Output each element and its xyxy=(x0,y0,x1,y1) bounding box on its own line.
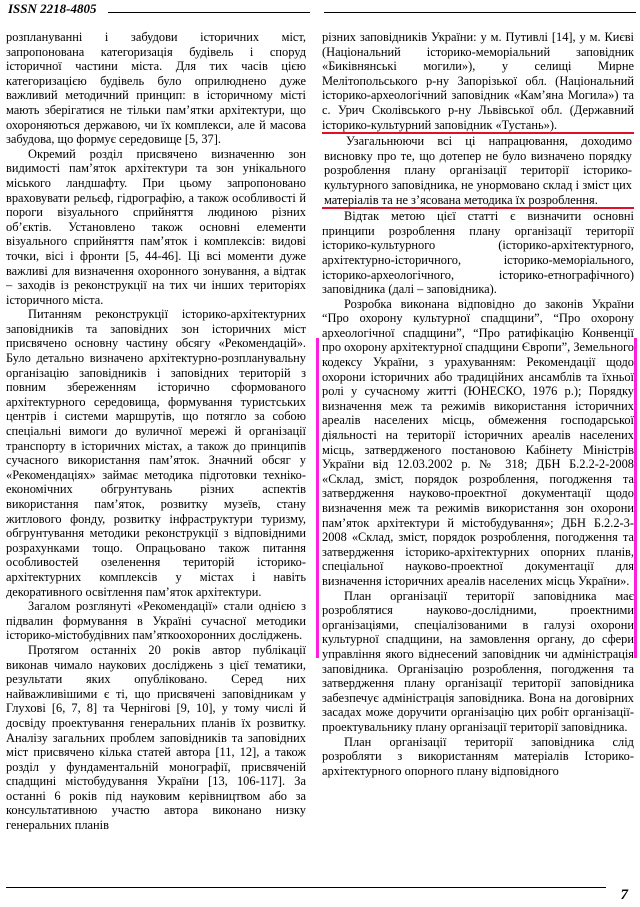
paragraph: Окремий розділ присвячено визначенню зон видимості пам’яток архітектури та зон унікального міського ландшафту. При цьому запропоновано враховувати рельєф, гідрографію, а також особливості й пороги візуального сприйняття людиною різних об’єктів. Установлено також основні елементи візуального сприйняття пам’яток і комплексів: видові точки, вісі і фронти [5, 44-46]. Ці всі моменти дуже важливі для визначення охоронного зонування, а відтак – заходів із реконструкції на тих чи інших територіях історичного міста. xyxy=(6,146,306,307)
page-number: 7 xyxy=(620,887,628,903)
highlight-box xyxy=(322,132,634,209)
left-column xyxy=(6,30,306,887)
header-rule-right xyxy=(324,12,636,13)
header-rule-left xyxy=(108,12,310,13)
margin-mark-right xyxy=(634,338,637,658)
page-header xyxy=(4,0,636,22)
paragraph: розплануванні і забудови історичних міст, запропонована категоризація будівель і споруд історичної частини міста. Для тих часів цією категоризацією будівель було оприлюднено дуже важливий методичний принцип: в історичному місті мають зберігатися не тільки пам’ятки архітектури, що охороняються державою, чи їх комплекси, але й масова забудова, що формує середовище [5, 37]. xyxy=(6,30,306,147)
paragraph: Питанням реконструкції історико-архітектурних заповідників та заповідних зон історичних міст присвячено основну частину обсягу «Рекомендацій». Було детально визначено архітектурно-розпланувальну організацію заповідників і заповідних територій з повним збереженням історично сформованого архітектурного середовища, формування туристських центрів і системи маршрутів, що потягло за собою спеціальні вимоги до вуличної мережі й організації транспорту в історичних містах, а також до принципів сучасного використання пам’яток. Значний обсяг у «Рекомендаціях» займає методика підготовки техніко-економічних обгрунтувань різних аспектів використання пам’яток, розвитку музеїв, стану житлового фонду, розвитку інфраструктури туризму, обгрунтування методики реконструкції з відповідними розрахунками тощо. Опрацьовано також питання особливостей озеленення територій історико-архітектурних комплексів у містах і навіть декоративного освітлення пам’яток архітектури. xyxy=(6,307,306,599)
paragraph: Протягом останніх 20 років автор публікації виконав чимало наукових досліджень з цієї тематики, результати яких опубліковано. Серед них найважливішими є ті, що присвячені заповідникам у Глухові [6, 7, 8] та Чернігові [9, 10], у тому числі й досвіду проектування генеральних планів їх розвитку. Аналізу загальних проблем заповідників та заповідних міст присвячено кілька статей автора [11, 12], а також розділ у фундаментальній монографії, присвяченій спадщині містобудування України [13, 106-117]. За останні 6 років під науковим керівництвом або за консультативною участю автора виконано низку генеральних планів xyxy=(6,642,306,833)
margin-mark-left xyxy=(316,338,319,658)
paragraph: Загалом розглянуті «Рекомендації» стали однією з підвалин формування в Україні сучасної методики історико-містобудівних пам’яткоохоронних досліджень. xyxy=(6,599,306,643)
legal-paragraph: Розробка виконана відповідно до законів України “Про охорону культурної спадщини”, “Про охорону археологічної спадщини”, “Про ратифікацію Конвенції про охорону архітектурної спадщини Європи”, Земельного кодексу України, з урахуванням: Рекомендації щодо охорони історичних або традиційних ансамблів та їхньої ролі у сучасному житті (ЮНЕСКО, 1976 р.); Порядку визначення меж та режимів використання історичних ареалів населених місць, обмеження господарської діяльності на території історичних ареалів населених місць, затвердженого постановою Кабінету Міністрів України від 12.03.2002 р. № 318; ДБН Б.2.2-2-2008 «Склад, зміст, порядок розроблення, погодження та затвердження науково-проектної документації щодо визначення меж та режимів використання зон охорони пам’яток архітектури й містобудування»; ДБН Б.2.2-3-2008 «Склад, зміст, порядок розроблення, погодження та затвердження історико-архітектурних опорних планів, спеціальної науково-проектної документації для визначення історичних ареалів населених місць України». xyxy=(322,296,634,588)
paragraph: План організації території заповідника слід розробляти з використанням матеріалів Історико-архітектурного опорного плану відповідного xyxy=(322,734,634,778)
highlighted-paragraph: Узагальнюючи всі ці напрацювання, доходимо висновку про те, що дотепер не було визначено порядку розроблення плану організації території історико-культурного заповідника, не унормовано склад і зміст цих матеріалів та не з’ясована методика їх розроблення. xyxy=(324,134,632,207)
right-column xyxy=(322,30,634,887)
page-footer xyxy=(0,883,640,907)
paragraph: різних заповідників України: у м. Путивлі [14], у м. Києві (Національний історико-меморіальний заповідник «Биківнянські могили»), у селищі Мирне Мелітопольського р-ну Запорізької обл. (Національний історико-археологічний заповідник «Кам’яна Могила») та с. Урич Сколівського р-ну Львівської обл. (Державний історико-культурний заповідник «Тустань»). xyxy=(322,30,634,132)
paragraph: Відтак метою цієї статті є визначити основні принципи розроблення плану організації території історико-культурного (історико-архітектурного, архітектурно-історичного, історико-меморіального, історико-археологічного, історико-етнографічного) заповідника (далі – заповідника). xyxy=(322,209,634,297)
issn-label: ISSN 2218-4805 xyxy=(8,1,97,16)
footer-rule xyxy=(6,887,606,888)
paragraph: План організації території заповідника має розроблятися науково-дослідними, проектними організаціями, спеціалізованими в галузі охорони культурної спадщини, на замовлення органу, до сфери управління якого віднесений заповідник чи адміністрація заповідника. Організацію розроблення, погодження та затвердження плану організації території заповідника забезпечує адміністрація заповідника. Вона на договірних засадах може доручити організацію цих робіт організації-проектувальнику плану організації території заповідника. xyxy=(322,588,634,734)
